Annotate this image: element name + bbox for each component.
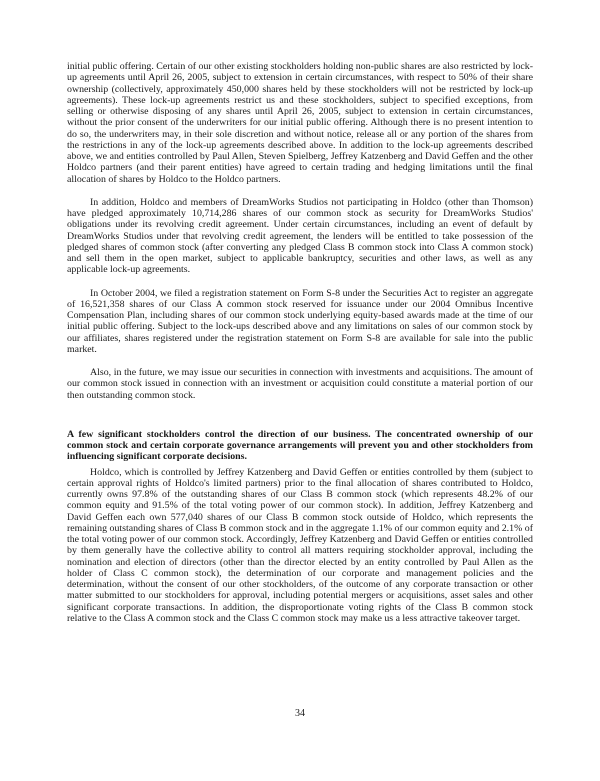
- paragraph-lockup-agreements: initial public offering. Certain of our other existing stockholders holding non-public shares are also restricted by lock-up agreements until April 26, 2005, subject to extension in certain circumstances, with respect to 50% of their share ownership (collectively, approximately 450,000 shares held by these stockholders will not be restricted by lock-up agreements). These lock-up agreements restrict us and these stockholders, subject to specified exceptions, from selling or otherwise disposing of any shares until April 26, 2005, subject to extension in certain circumstances, without the prior consent of the underwriters for our initial public offering. Although there is no present intention to do so, the underwriters may, in their sole discretion and without notice, release all or any portion of the shares from the restrictions in any of the lock-up agreements described above. In addition to the lock-up agreements described above, we and entities controlled by Paul Allen, Steven Spielberg, Jeffrey Katzenberg and David Geffen and the other Holdco partners (and their parent entities) have agreed to certain trading and hedging limitations until the final allocation of shares by Holdco to the Holdco partners.: [67, 61, 533, 185]
- page-number: 34: [295, 708, 305, 719]
- paragraph-future-issuance: Also, in the future, we may issue our securities in connection with investments and acquisitions. The amount of our common stock issued in connection with an investment or acquisition could constitute a material portion of our then outstanding common stock.: [67, 367, 533, 401]
- paragraph-pledged-shares: In addition, Holdco and members of DreamWorks Studios not participating in Holdco (other than Thomson) have pledged approximately 10,714,286 shares of our common stock as security for DreamWorks Studios' obligations under its revolving credit agreement. Under certain circumstances, including an event of default by DreamWorks Studios under that revolving credit agreement, the lenders will be entitled to take possession of the pledged shares of common stock (after converting any pledged Class B common stock into Class A common stock) and sell them in the open market, subject to applicable bankruptcy, securities and other laws, as well as any applicable lock-up agreements.: [67, 196, 533, 276]
- paragraph-holdco-ownership: Holdco, which is controlled by Jeffrey Katzenberg and David Geffen or entities controlled by them (subject to certain approval rights of Holdco's limited partners) prior to the final allocation of shares contributed to Holdco, currently owns 97.8% of the outstanding shares of our Class B common stock (which represents 48.2% of our common equity and 91.5% of the total voting power of our common stock). In addition, Jeffrey Katzenberg and David Geffen each own 577,040 shares of our Class B common stock outside of Holdco, which represents the remaining outstanding shares of Class B common stock and in the aggregate 1.1% of our common equity and 2.1% of the total voting power of our common stock. Accordingly, Jeffrey Katzenberg and David Geffen or entities controlled by them generally have the collective ability to control all matters requiring stockholder approval, including the nomination and election of directors (other than the director elected by an entity controlled by Paul Allen as the holder of Class C common stock), the determination of our corporate and management policies and the determination, without the consent of our other stockholders, of the outcome of any corporate transaction or other matter submitted to our stockholders for approval, including potential mergers or acquisitions, asset sales and other significant corporate transactions. In addition, the disproportionate voting rights of the Class B common stock relative to the Class A common stock and the Class C common stock may make us a less attractive takeover target.: [67, 466, 533, 624]
- document-page: [67, 61, 533, 636]
- paragraph-form-s8-registration: In October 2004, we filed a registration statement on Form S-8 under the Securities Act to register an aggregate of 16,521,358 shares of our Class A common stock reserved for issuance under our 2004 Omnibus Incentive Compensation Plan, including shares of our common stock underlying equity-based awards made at the time of our initial public offering. Subject to the lock-ups described above and any limitations on sales of our common stock by our affiliates, shares registered under the registration statement on Form S-8 are available for sale into the public market.: [67, 287, 533, 355]
- section-heading: A few significant stockholders control the direction of our business. The concentrated ownership of our common stock and certain corporate governance arrangements will prevent you and other stockholders from influencing significant corporate decisions.: [67, 428, 533, 463]
